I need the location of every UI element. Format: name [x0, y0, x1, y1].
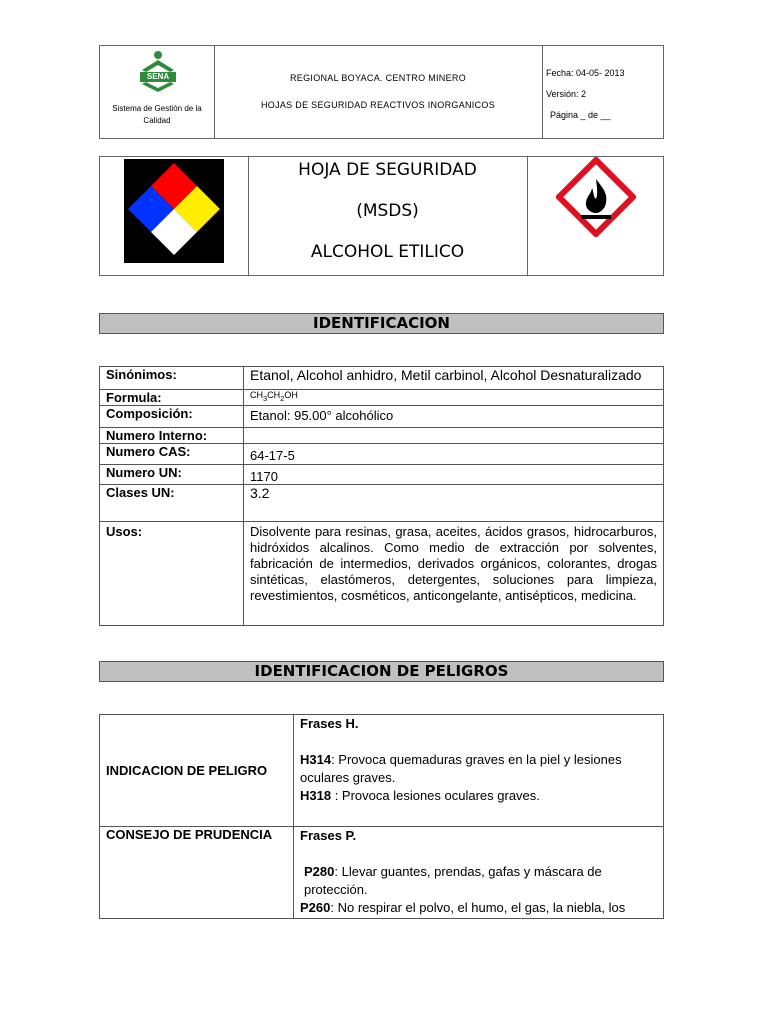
org-line-1: REGIONAL BOYACA. CENTRO MINERO: [289, 73, 467, 83]
table-row: [100, 522, 664, 626]
ghs-cell: [527, 157, 664, 275]
table-row: [100, 367, 664, 390]
fecha-text: Fecha: 04-05- 2013: [546, 68, 625, 78]
indicacion-label: INDICACION DE PELIGRO: [100, 715, 294, 827]
formula-value: $CH_3CH_2OH$: [244, 390, 664, 406]
title-line-3: ALCOHOL ETILICO: [310, 242, 465, 262]
frases-h-cell: [294, 715, 664, 827]
h318-text: : Provoca lesiones oculares graves.: [331, 788, 540, 803]
row-value: Etanol: 95.00° alcohólico: [244, 406, 664, 428]
usos-value: Disolvente para resinas, grasa, aceites, ácidos grasos, hidrocarburos, hidróxidos alcalinos. Como medio de extracción por solventes, fabricación de intermedios, derivados orgánicos, colorantes, drogas sintéticas, elastómeros, detergentes, soluciones para limpieza, revestimientos, cosméticos, anticongelante, antisépticos, medicina.: [244, 522, 664, 626]
row-value: Etanol, Alcohol anhidro, Metil carbinol, Alcohol Desnaturalizado: [244, 367, 664, 390]
row-value: 64-17-5: [244, 444, 664, 465]
nfpa-diamond-icon: [124, 159, 224, 263]
h314-code: H314: [300, 752, 332, 767]
row-value: 3.2: [244, 485, 664, 522]
h318-phrase: [300, 787, 657, 805]
table-row: [100, 390, 664, 406]
row-key: Clases UN:: [100, 485, 244, 522]
version-text: Versión: 2: [546, 89, 587, 99]
row-key: Sinónimos:: [100, 367, 244, 390]
h314-phrase: [300, 751, 657, 787]
p280-code: P280: [304, 864, 335, 879]
row-key: Numero Interno:: [100, 428, 244, 444]
row-value: [244, 428, 664, 444]
logo-cell: [100, 46, 215, 138]
table-row: [100, 827, 664, 919]
title-line-2: (MSDS): [356, 201, 419, 221]
table-row: [100, 444, 664, 465]
title-line-1: HOJA DE SEGURIDAD: [298, 160, 477, 180]
table-row: [100, 406, 664, 428]
h318-code: H318: [300, 788, 332, 803]
row-key: Composición:: [100, 406, 244, 428]
flammable-pictogram-icon: [556, 157, 636, 237]
identificacion-table: [99, 366, 664, 626]
pagina-text: Página _ de __: [550, 110, 611, 120]
frases-h-title: Frases H.: [300, 716, 359, 731]
meta-cell: [543, 46, 663, 138]
system-label: Sistema de Gestión de la Calidad: [112, 104, 202, 125]
p260-text: : No respirar el polvo, el humo, el gas, la niebla, los: [330, 900, 626, 915]
row-key: Usos:: [100, 522, 244, 626]
consejo-label: CONSEJO DE PRUDENCIA: [100, 827, 294, 919]
row-key: Formula:: [100, 390, 244, 406]
row-key: Numero CAS:: [100, 444, 244, 465]
p260-phrase: [300, 899, 657, 917]
table-row: [100, 715, 664, 827]
table-row: [100, 465, 664, 485]
frases-p-cell: [294, 827, 664, 919]
title-block: [99, 156, 664, 276]
logo-text: SENA: [146, 72, 170, 81]
nfpa-cell: [100, 157, 249, 275]
document-header: [99, 45, 664, 139]
p260-code: P260: [300, 900, 331, 915]
table-row: [100, 428, 664, 444]
org-cell: [214, 46, 543, 138]
frases-p-title: Frases P.: [300, 828, 357, 843]
section-heading-identificacion: IDENTIFICACION: [99, 313, 664, 334]
row-value: 1170: [244, 465, 664, 485]
row-key: Numero UN:: [100, 465, 244, 485]
h314-text: : Provoca quemaduras graves en la piel y lesiones oculares graves.: [300, 752, 622, 785]
p280-phrase: [300, 863, 657, 899]
table-row: [100, 485, 664, 522]
section-heading-peligros: IDENTIFICACION DE PELIGROS: [99, 661, 664, 682]
org-line-2: HOJAS DE SEGURIDAD REACTIVOS INORGANICOS: [260, 100, 496, 110]
p280-text: : Llevar guantes, prendas, gafas y máscara de protección.: [304, 864, 602, 897]
peligros-table: [99, 714, 664, 919]
